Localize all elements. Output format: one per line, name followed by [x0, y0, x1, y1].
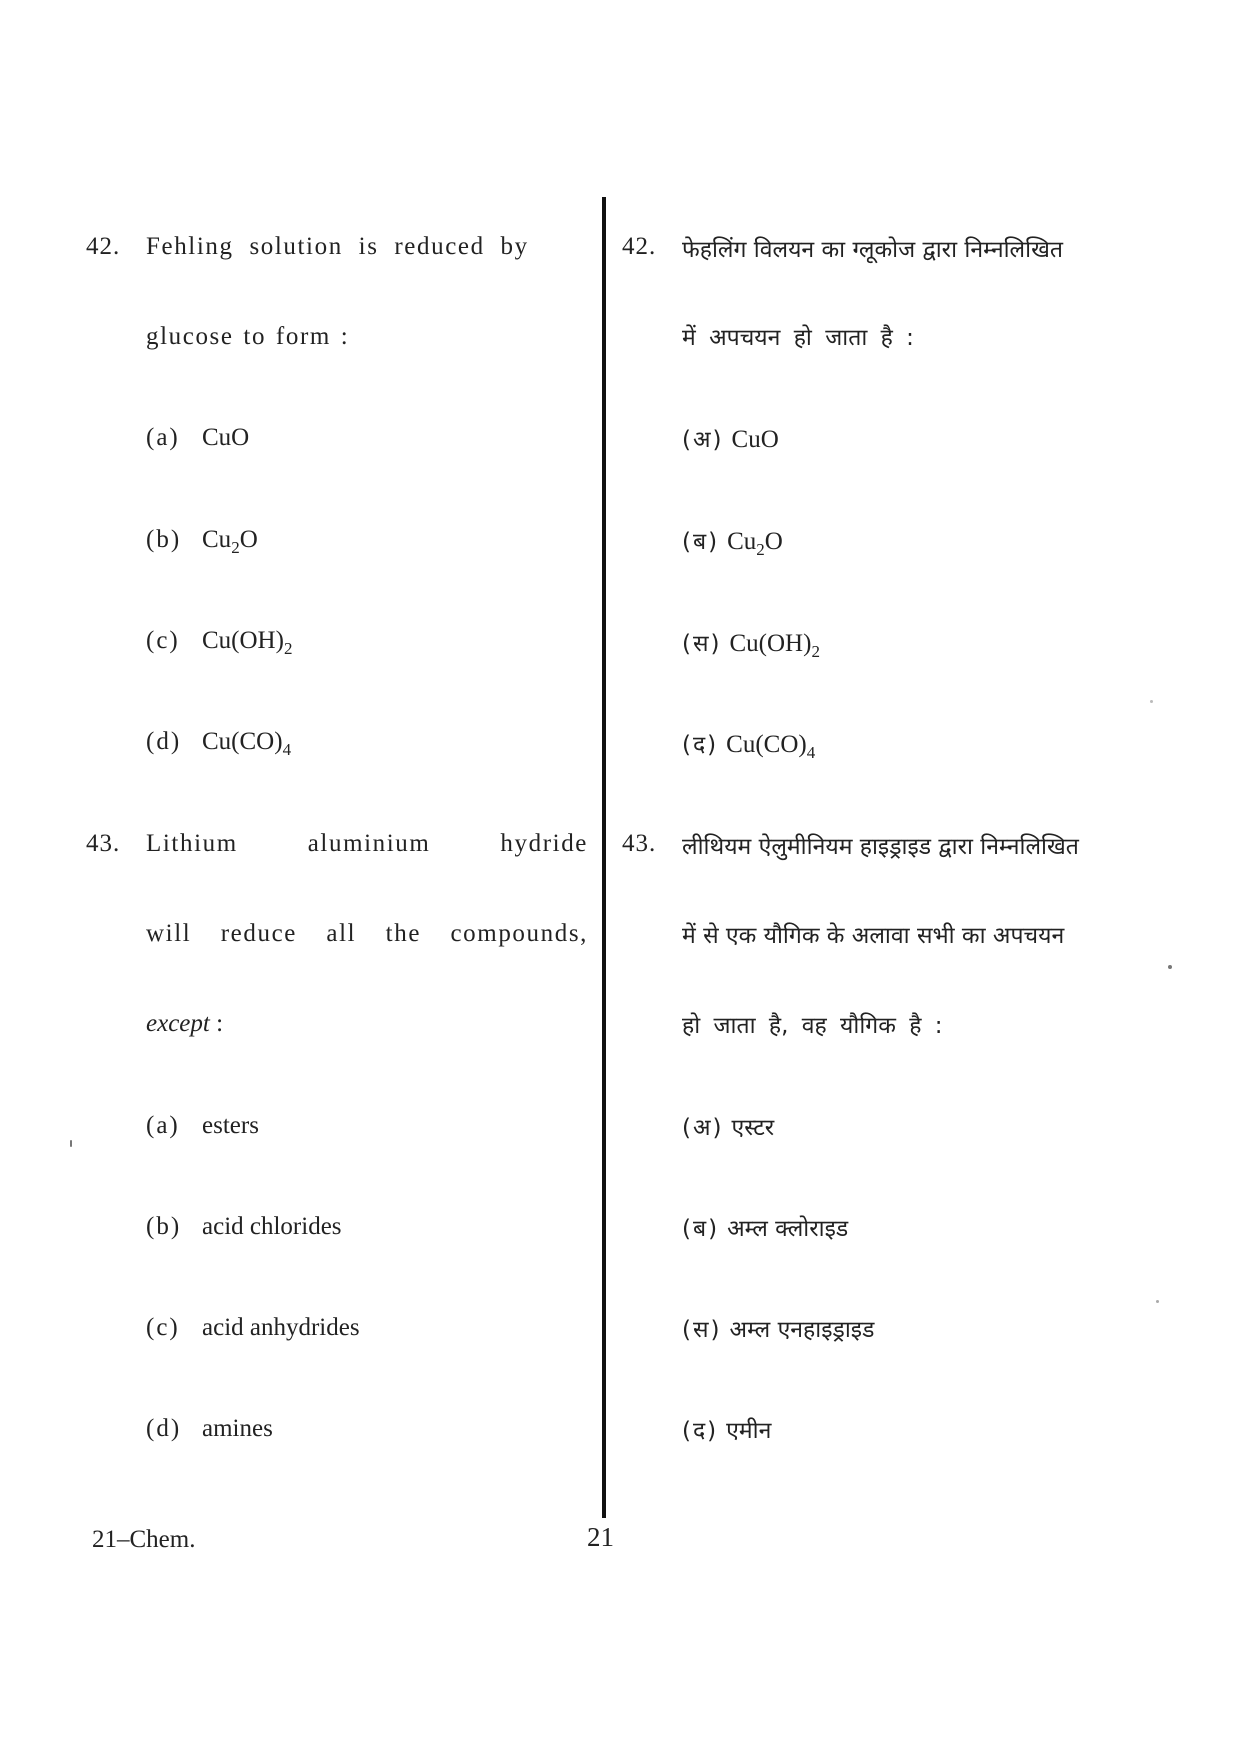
option-b	[146, 1213, 342, 1241]
option-text: esters	[202, 1112, 259, 1139]
option-label: (a)	[146, 1112, 180, 1139]
scan-speck	[1150, 700, 1153, 703]
option-c	[682, 1312, 874, 1344]
question-stem-line: Lithium aluminium hydride	[146, 830, 588, 857]
option-d	[682, 1413, 771, 1445]
option-c	[146, 1314, 360, 1342]
option-a	[682, 1110, 774, 1142]
option-label: (अ)	[682, 427, 724, 453]
option-c	[682, 626, 820, 661]
question-number: 43.	[622, 830, 657, 857]
option-formula-rest: O	[239, 526, 258, 553]
option-b	[146, 526, 258, 557]
option-formula-subscript: 2	[811, 642, 820, 661]
option-text: acid anhydrides	[202, 1314, 360, 1341]
option-b	[682, 1211, 848, 1243]
option-label: (c)	[146, 1314, 180, 1341]
option-formula-subscript: 2	[231, 538, 240, 557]
option-text: अम्ल क्लोराइड	[727, 1216, 849, 1242]
question-stem-line: लीथियम ऐलुमीनियम हाइड्राइड द्वारा निम्नलिखित	[682, 834, 1079, 860]
option-label: (c)	[146, 627, 180, 654]
option-formula-subscript: 2	[283, 639, 293, 658]
option-formula-rest: O	[764, 528, 783, 555]
option-text: अम्ल एनहाइड्राइड	[729, 1317, 875, 1343]
option-d	[682, 727, 816, 762]
option-formula-base: Cu(OH)	[729, 630, 812, 657]
option-label: (d)	[146, 728, 182, 755]
option-text: amines	[202, 1415, 273, 1442]
option-text: एस्टर	[731, 1115, 775, 1141]
stem-colon: :	[209, 1010, 224, 1037]
question-number: 42.	[622, 233, 657, 260]
option-label: (d)	[146, 1415, 182, 1442]
option-label: (a)	[146, 424, 180, 451]
option-formula-base: Cu(CO)	[202, 728, 283, 755]
option-formula-base: Cu(CO)	[726, 731, 807, 758]
question-stem-line: will reduce all the compounds,	[146, 920, 588, 947]
option-text: acid chlorides	[202, 1213, 342, 1240]
question-stem-line	[146, 1010, 223, 1038]
option-label: (ब)	[682, 529, 720, 555]
option-formula-base: Cu	[727, 528, 757, 555]
option-d	[146, 728, 292, 759]
option-formula-base: Cu	[202, 526, 232, 553]
option-label: (b)	[146, 526, 182, 553]
option-label: (ब)	[682, 1216, 720, 1242]
scan-speck	[1156, 1300, 1159, 1303]
option-a	[146, 424, 249, 452]
question-stem-line: में से एक यौगिक के अलावा सभी का अपचयन	[682, 923, 1065, 949]
option-formula-subscript: 4	[806, 743, 816, 762]
option-text: एमीन	[726, 1418, 772, 1444]
option-label: (b)	[146, 1213, 182, 1240]
option-label: (द)	[682, 732, 719, 758]
option-d	[146, 1415, 273, 1443]
option-label: (स)	[682, 1317, 722, 1343]
scan-speck	[70, 1140, 72, 1147]
footer-paper-code: 21–Chem.	[92, 1526, 196, 1553]
option-formula-subscript: 2	[756, 540, 765, 559]
question-number: 43.	[86, 830, 121, 857]
option-b	[682, 524, 783, 559]
column-divider	[602, 197, 606, 1518]
question-number: 42.	[86, 233, 121, 260]
option-formula-base: Cu(OH)	[202, 627, 284, 654]
question-stem-line: फेहलिंग विलयन का ग्लूकोज द्वारा निम्नलिखित	[682, 237, 1064, 263]
option-a	[146, 1112, 259, 1140]
option-label: (अ)	[682, 1115, 724, 1141]
question-stem-line: हो जाता है, वह यौगिक है :	[682, 1013, 943, 1039]
option-formula: CuO	[202, 424, 250, 451]
option-formula-subscript: 4	[282, 740, 292, 759]
question-stem-line: में अपचयन हो जाता है :	[682, 325, 914, 351]
question-stem-line: Fehling solution is reduced by	[146, 233, 529, 260]
option-a	[682, 422, 779, 454]
page-number: 21	[587, 1522, 614, 1552]
scan-speck	[1168, 965, 1172, 969]
question-stem-line: glucose to form :	[146, 323, 350, 350]
option-c	[146, 627, 293, 658]
option-label: (द)	[682, 1418, 719, 1444]
emphasis-text: except	[146, 1010, 210, 1037]
option-label: (स)	[682, 631, 722, 657]
option-formula: CuO	[731, 426, 779, 453]
